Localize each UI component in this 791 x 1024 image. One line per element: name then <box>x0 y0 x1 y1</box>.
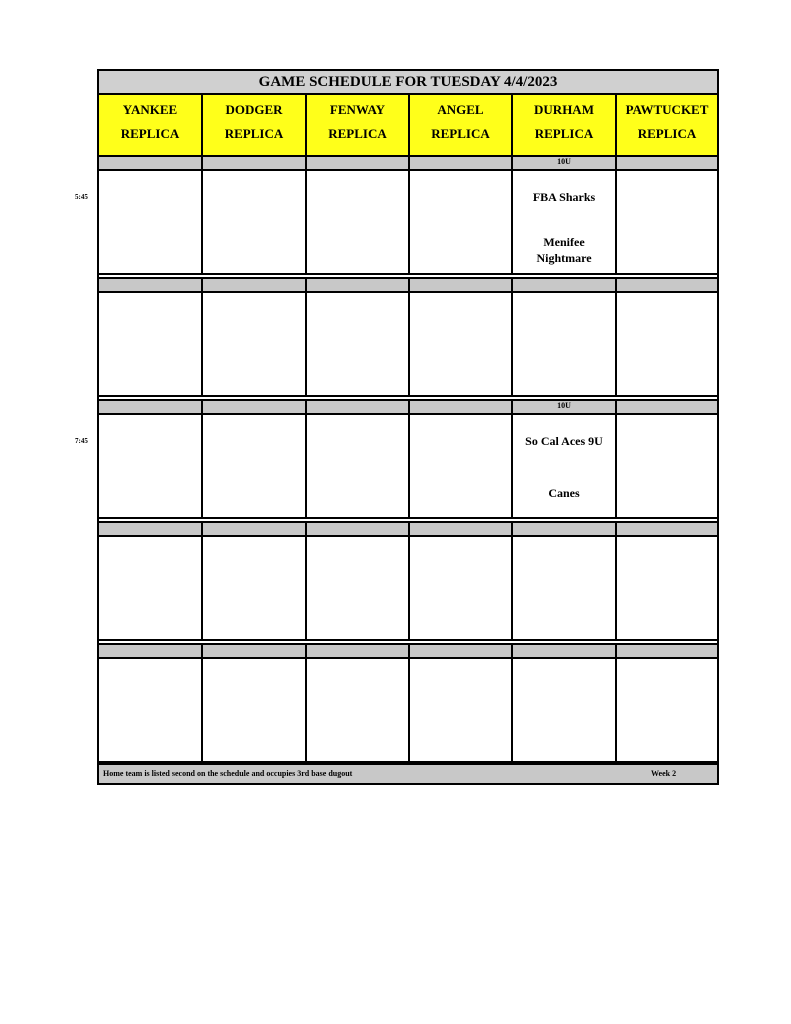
game-cell <box>513 293 617 397</box>
division-bar <box>617 643 717 659</box>
division-bar <box>617 277 717 293</box>
division-bar <box>410 399 513 415</box>
game-cell <box>617 415 717 519</box>
time-label-745: 7:45 <box>75 437 88 445</box>
home-team: Menifee Nightmare <box>536 235 592 265</box>
division-bar <box>307 643 410 659</box>
time-label-545: 5:45 <box>75 193 88 201</box>
game-cell <box>203 171 307 275</box>
field-name: ANGEL <box>437 102 484 117</box>
field-sub: REPLICA <box>120 126 180 141</box>
field-name: DURHAM <box>534 102 594 117</box>
division-bar <box>99 155 203 171</box>
field-name: FENWAY <box>329 102 386 117</box>
field-sub: REPLICA <box>637 126 697 141</box>
field-sub: REPLICA <box>224 126 284 141</box>
game-cell <box>307 171 410 275</box>
division-bar <box>99 277 203 293</box>
division-bar <box>410 277 513 293</box>
field-sub: REPLICA <box>534 126 594 141</box>
division-bar: 10U <box>513 155 617 171</box>
division-bar <box>203 155 307 171</box>
away-team: FBA Sharks <box>532 190 596 204</box>
field-sub: REPLICA <box>431 126 490 141</box>
game-cell <box>410 171 513 275</box>
game-cell <box>617 659 717 763</box>
division-bar <box>307 399 410 415</box>
game-cell <box>307 293 410 397</box>
game-cell <box>99 537 203 641</box>
field-header-durham <box>513 95 617 155</box>
field-header-yankee <box>99 95 203 155</box>
division-bar <box>617 521 717 537</box>
game-cell <box>617 171 717 275</box>
game-cell <box>410 659 513 763</box>
game-cell <box>410 293 513 397</box>
division-bar <box>617 155 717 171</box>
field-header-pawtucket <box>617 95 717 155</box>
division-bar <box>617 399 717 415</box>
game-cell <box>99 659 203 763</box>
game-cell <box>203 659 307 763</box>
field-name: PAWTUCKET <box>625 102 709 117</box>
division-bar <box>99 643 203 659</box>
game-cell <box>513 171 617 275</box>
game-cell <box>99 171 203 275</box>
schedule-sheet <box>97 69 719 785</box>
game-cell <box>99 415 203 519</box>
division-bar <box>410 643 513 659</box>
division-bar <box>203 521 307 537</box>
division-bar <box>307 277 410 293</box>
game-cell <box>203 293 307 397</box>
field-header-angel <box>410 95 513 155</box>
division-bar <box>410 155 513 171</box>
game-cell <box>99 293 203 397</box>
division-bar <box>410 521 513 537</box>
away-team: So Cal Aces 9U <box>525 434 603 448</box>
division-bar <box>203 643 307 659</box>
division-bar <box>203 399 307 415</box>
division-bar <box>513 521 617 537</box>
field-header-dodger <box>203 95 307 155</box>
division-bar <box>513 643 617 659</box>
game-cell <box>513 537 617 641</box>
game-cell <box>307 415 410 519</box>
game-cell <box>617 293 717 397</box>
division-bar <box>99 399 203 415</box>
field-name: YANKEE <box>122 102 178 117</box>
home-team: Canes <box>548 486 580 500</box>
field-sub: REPLICA <box>328 126 387 141</box>
division-bar <box>307 521 410 537</box>
game-cell <box>307 537 410 641</box>
game-cell <box>410 537 513 641</box>
division-bar <box>513 277 617 293</box>
game-cell <box>617 537 717 641</box>
game-cell <box>410 415 513 519</box>
game-cell <box>203 415 307 519</box>
field-name: DODGER <box>225 102 283 117</box>
division-bar <box>203 277 307 293</box>
game-cell <box>513 415 617 519</box>
footer-note: Home team is listed second on the schedule and occupies 3rd base dugout <box>103 769 353 778</box>
division-bar <box>307 155 410 171</box>
division-bar: 10U <box>513 399 617 415</box>
game-cell <box>203 537 307 641</box>
field-header-fenway <box>307 95 410 155</box>
game-cell <box>513 659 617 763</box>
division-bar <box>99 521 203 537</box>
game-cell <box>307 659 410 763</box>
schedule-title: GAME SCHEDULE FOR TUESDAY 4/4/2023 <box>99 71 717 95</box>
week-label: Week 2 <box>651 769 677 778</box>
schedule-footer <box>99 763 717 783</box>
